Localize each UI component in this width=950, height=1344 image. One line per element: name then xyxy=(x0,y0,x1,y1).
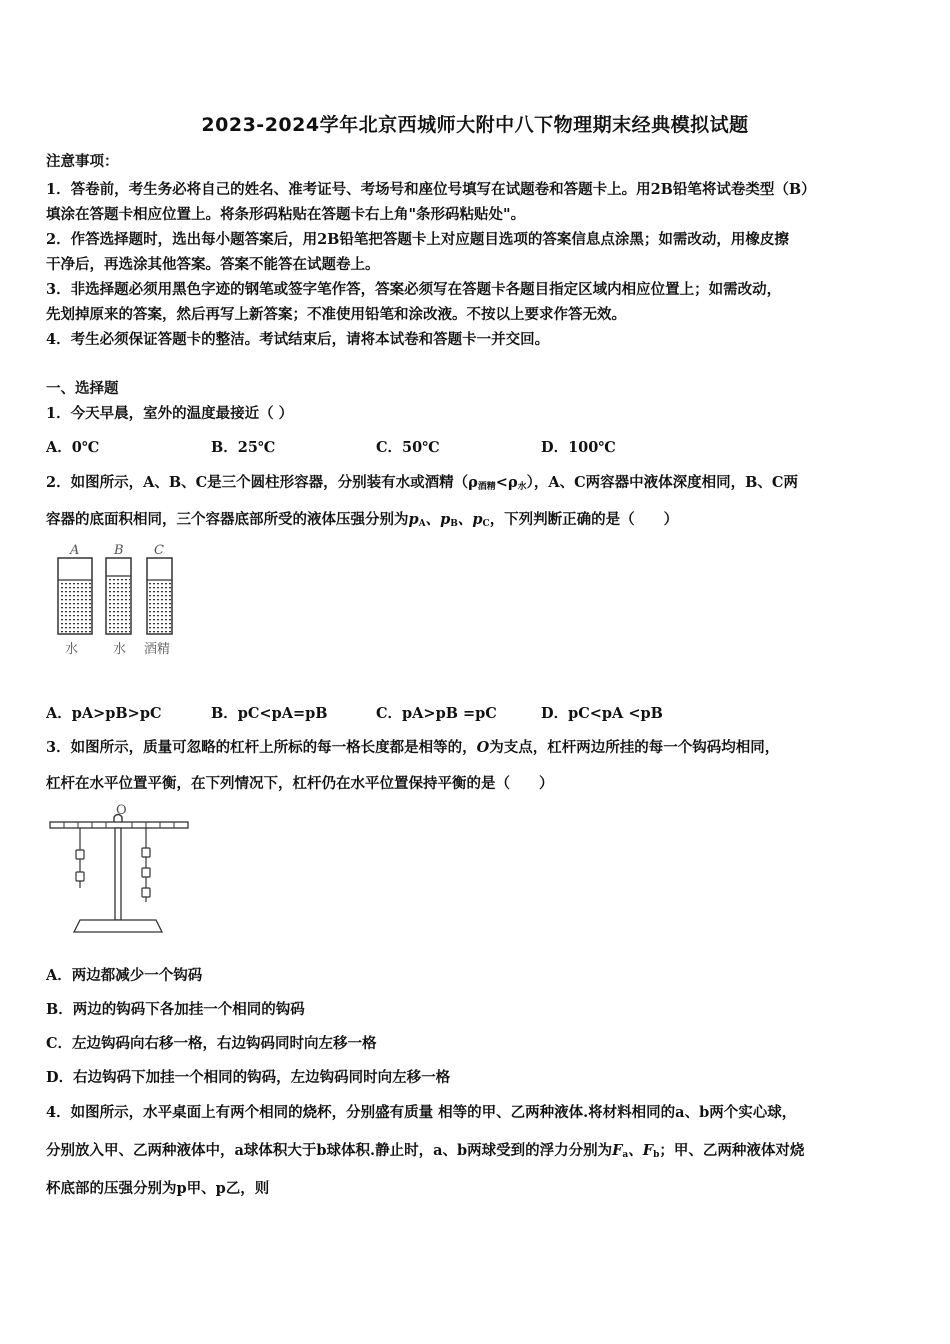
right-weights xyxy=(142,828,150,902)
container-label-a: A xyxy=(70,543,80,558)
liquid-c xyxy=(148,580,171,633)
notice-line: 先划掉原来的答案，然后再写上新答案；不准使用铅笔和涂改液。不按以上要求作答无效。 xyxy=(46,306,626,323)
q3-option-d: D．右边钩码下加挂一个相同的钩码，左边钩码同时向左移一格 xyxy=(46,1069,451,1086)
liquid-label-c: 酒精 xyxy=(144,642,171,657)
q2-sub-alcohol: 酒精 xyxy=(477,482,496,492)
liquid-label-a: 水 xyxy=(65,642,79,657)
notice-line: 1．答卷前，考生务必将自己的姓名、准考证号、考场号和座位号填写在试题卷和答题卡上。用2B铅笔将试卷类型（B） xyxy=(46,181,816,198)
question-3-stem-line1 xyxy=(46,736,779,757)
lever-bar xyxy=(50,822,188,828)
question-4-line1: 4．如图所示，水平桌面上有两个相同的烧杯，分别盛有质量 相等的甲、乙两种液体.将材料相同的a、b两个实心球， xyxy=(46,1104,797,1121)
q2-option-b: B．pC<pA=pB xyxy=(211,705,328,722)
notice-line: 2．作答选择题时，选出每小题答案后，用2B铅笔把答题卡上对应题目选项的答案信息点涂黑；如需改动，用橡皮擦 xyxy=(46,231,789,248)
q4-stem-part: 分别放入甲、乙两种液体中，a球体积大于b球体积.静止时，a、b两球受到的浮力分别为 xyxy=(46,1142,613,1159)
notice-line: 填涂在答题卡相应位置上。将条形码粘贴在答题卡右上角"条形码粘贴处"。 xyxy=(46,206,526,223)
q3-option-a: A．两边都减少一个钩码 xyxy=(46,967,203,984)
q2-option-c: C．pA>pB =pC xyxy=(376,705,497,722)
question-4-line2 xyxy=(46,1139,804,1160)
q2-pressure-symbols: $p_A$、$p_B$、$p_C$ xyxy=(408,511,490,529)
q1-option-a: A．0℃ xyxy=(46,439,100,456)
q1-option-d: D．100℃ xyxy=(541,439,616,456)
notice-line: 干净后，再选涂其他答案。答案不能答在试题卷上。 xyxy=(46,256,380,273)
q2-stem-part: ，下列判断正确的是（ ） xyxy=(489,511,679,528)
q3-option-b: B．两边的钩码下各加挂一个相同的钩码 xyxy=(46,1001,305,1018)
liquid-a xyxy=(59,580,91,633)
q3-pivot-symbol: O xyxy=(476,739,490,756)
question-1-stem: 1．今天早晨，室外的温度最接近（ ） xyxy=(46,405,294,422)
container-label-b: B xyxy=(114,543,124,558)
notice-line: 3．非选择题必须用黑色字迹的钢笔或签字笔作答，答案必须写在答题卡各题目指定区域内相应位置上；如需改动， xyxy=(46,281,782,298)
q2-stem-lt: <ρ xyxy=(495,474,518,491)
question-3-stem-line2: 杠杆在水平位置平衡，在下列情况下，杠杆仍在水平位置保持平衡的是（ ） xyxy=(46,775,554,792)
section-heading: 一、选择题 xyxy=(46,380,119,397)
q2-stem-part: 容器的底面积相同，三个容器底部所受的液体压强分别为 xyxy=(46,511,409,528)
q2-option-a: A．pA>pB>pC xyxy=(46,705,162,722)
q4-stem-part: ；甲、乙两种液体对烧 xyxy=(659,1142,805,1159)
container-label-c: C xyxy=(154,543,164,558)
liquid-label-b: 水 xyxy=(113,642,127,657)
q3-stem-part: 为支点，杠杆两边所挂的每一个钩码均相同， xyxy=(489,739,780,756)
notice-line: 4．考生必须保证答题卡的整洁。考试结束后，请将本试卷和答题卡一并交回。 xyxy=(46,331,550,348)
lever-figure xyxy=(44,800,194,940)
q4-force-symbols: $F_a$、$F_b$ xyxy=(612,1142,660,1160)
containers-figure xyxy=(44,538,194,663)
question-4-line3: 杯底部的压强分别为p甲、p乙，则 xyxy=(46,1180,270,1197)
lever-base xyxy=(74,920,162,932)
q2-option-d: D．pC<pA <pB xyxy=(541,705,663,722)
q2-sub-water: 水 xyxy=(517,482,527,492)
notice-heading: 注意事项： xyxy=(46,153,119,170)
liquid-b xyxy=(107,576,130,633)
q3-option-c: C．左边钩码向右移一格，右边钩码同时向左移一格 xyxy=(46,1035,377,1052)
q1-option-c: C．50℃ xyxy=(376,439,440,456)
lever-stand xyxy=(115,828,121,920)
page-title: 2023-2024学年北京西城师大附中八下物理期末经典模拟试题 xyxy=(201,114,749,136)
question-2-stem-line2 xyxy=(46,508,678,529)
q3-stem-part: 3．如图所示，质量可忽略的杠杆上所标的每一格长度都是相等的， xyxy=(46,739,477,756)
q2-stem-part: 2．如图所示，A、B、C是三个圆柱形容器，分别装有水或酒精（ρ xyxy=(46,474,478,491)
question-2-stem-line1 xyxy=(46,471,798,492)
q1-option-b: B．25℃ xyxy=(211,439,276,456)
left-weights xyxy=(76,828,84,888)
q2-stem-part: ），A、C两容器中液体深度相同，B、C两 xyxy=(526,474,798,491)
lever-pivot-label: O xyxy=(116,803,127,818)
